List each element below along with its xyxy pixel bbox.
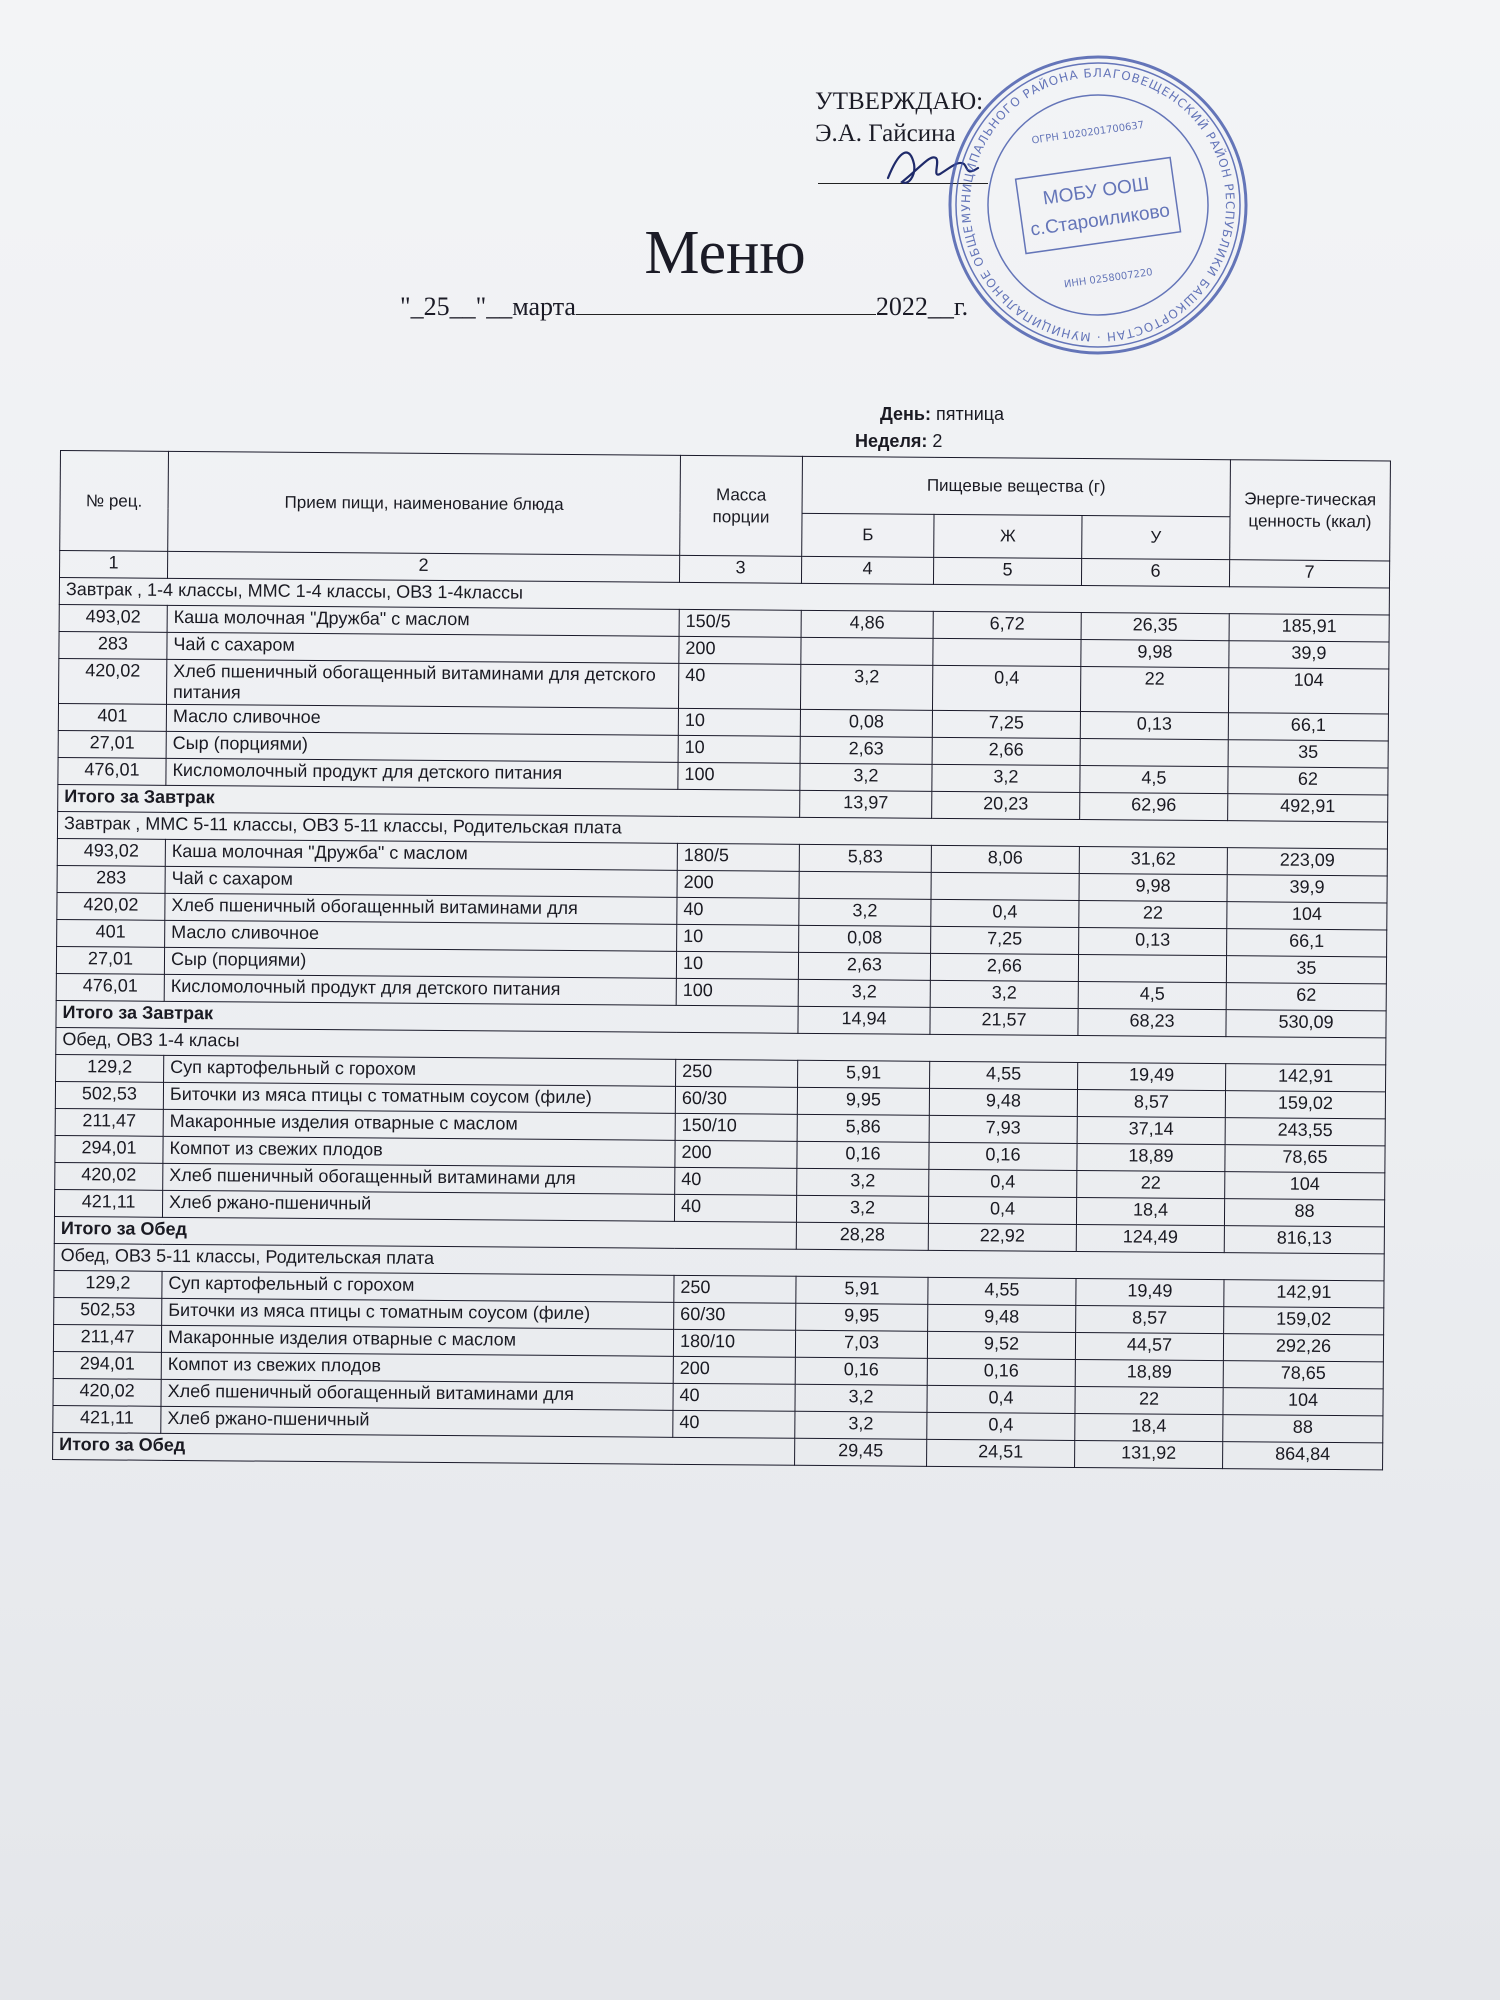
fat-value: 0,4	[932, 665, 1080, 711]
day-info	[880, 404, 1004, 425]
total-energy: 492,91	[1228, 794, 1388, 822]
col-number: 2	[167, 551, 679, 582]
portion-mass: 150/5	[679, 609, 801, 637]
energy-value: 62	[1226, 983, 1386, 1011]
portion-mass: 180/10	[673, 1329, 795, 1357]
stamp-center-line2: с.Староиликово	[1029, 200, 1172, 241]
fat-value: 0,16	[929, 1142, 1077, 1170]
section-title: Завтрак , ММС 5-11 классы, ОВЗ 5-11 классы, Родительская плата	[57, 811, 1387, 848]
dish-name: Хлеб ржано-пшеничный	[161, 1406, 673, 1437]
recipe-number: 420,02	[55, 1162, 163, 1190]
energy-value: 66,1	[1228, 713, 1388, 741]
page-title: Меню	[644, 219, 806, 287]
energy-value: 185,91	[1229, 614, 1389, 642]
date-suffix: __г.	[927, 292, 969, 321]
portion-mass: 200	[677, 870, 799, 898]
stamp-ogrn: ОГРН 1020201700637	[1030, 119, 1145, 147]
header-mass: Масса порции	[680, 455, 803, 556]
total-carb: 131,92	[1075, 1441, 1223, 1469]
menu-table-body	[53, 578, 1390, 1470]
stamp-inn: ИНН 0258007220	[1063, 267, 1154, 291]
energy-value: 104	[1223, 1388, 1383, 1416]
fat-value: 9,48	[929, 1088, 1077, 1116]
fat-value: 0,4	[927, 1385, 1075, 1413]
energy-value: 88	[1223, 1415, 1383, 1443]
total-protein: 29,45	[795, 1438, 927, 1466]
dish-name: Масло сливочное	[166, 704, 678, 735]
energy-value: 223,09	[1227, 848, 1387, 876]
dish-name: Хлеб пшеничный обогащенный витаминами для	[163, 1163, 675, 1194]
protein-value: 3,2	[796, 1195, 928, 1223]
portion-mass: 180/5	[677, 843, 799, 871]
recipe-number: 294,01	[55, 1135, 163, 1163]
recipe-number: 401	[57, 919, 165, 947]
stamp-ring-text: МУНИЦИПАЛЬНОГО РАЙОНА БЛАГОВЕЩЕНСКИЙ РАЙОН РЕСПУБЛИКИ БАШКОРТОСТАН · МУНИЦИПАЛЬНОЕ ОБЩЕОБРАЗОВАТЕЛЬНОЕ	[958, 65, 1238, 345]
fat-value: 4,55	[930, 1061, 1078, 1089]
total-protein: 14,94	[798, 1006, 930, 1034]
fat-value: 0,4	[928, 1196, 1076, 1224]
fat-value: 0,4	[927, 1412, 1075, 1440]
dish-name: Суп картофельный с горохом	[164, 1055, 676, 1086]
header-b: Б	[802, 513, 934, 557]
total-fat: 22,92	[928, 1223, 1076, 1251]
protein-value: 0,16	[795, 1357, 927, 1385]
col-number: 5	[933, 557, 1081, 585]
recipe-number: 493,02	[59, 604, 167, 632]
energy-value: 88	[1224, 1199, 1384, 1227]
portion-mass: 100	[678, 762, 800, 790]
col-number: 1	[59, 551, 167, 579]
col-number: 4	[801, 556, 933, 584]
total-label: Итого за Обед	[54, 1216, 796, 1249]
protein-value: 5,86	[797, 1114, 929, 1142]
fat-value	[931, 872, 1079, 900]
carb-value: 4,5	[1078, 982, 1226, 1010]
carb-value: 0,13	[1080, 712, 1228, 740]
protein-value: 3,2	[798, 979, 930, 1007]
recipe-number: 211,47	[55, 1108, 163, 1136]
dish-name: Биточки из мяса птицы с томатным соусом (филе)	[162, 1298, 674, 1329]
carb-value: 22	[1079, 901, 1227, 929]
energy-value: 243,55	[1225, 1118, 1385, 1146]
fat-value: 2,66	[932, 737, 1080, 765]
protein-value: 0,16	[797, 1141, 929, 1169]
energy-value: 142,91	[1226, 1064, 1386, 1092]
section-title: Завтрак , 1-4 классы, ММС 1-4 классы, ОВЗ 1-4классы	[59, 578, 1389, 615]
protein-value	[801, 637, 933, 665]
week-label: Неделя:	[855, 431, 928, 451]
section-title: Обед, ОВЗ 5-11 классы, Родительская плата	[54, 1243, 1384, 1280]
dish-name: Макаронные изделия отварные с маслом	[161, 1325, 673, 1356]
protein-value: 7,03	[795, 1330, 927, 1358]
protein-value: 3,2	[799, 898, 931, 926]
dish-name: Хлеб пшеничный обогащенный витаминами для	[161, 1379, 673, 1410]
dish-name: Хлеб пшеничный обогащенный витаминами для детского питания	[167, 659, 679, 708]
menu-table	[52, 450, 1391, 1470]
protein-value: 0,08	[800, 709, 932, 737]
recipe-number: 502,53	[54, 1297, 162, 1325]
fat-value: 0,4	[931, 899, 1079, 927]
recipe-number: 476,01	[58, 757, 166, 785]
recipe-number: 476,01	[56, 973, 164, 1001]
portion-mass: 200	[675, 1140, 797, 1168]
portion-mass: 200	[679, 636, 801, 664]
date-line	[400, 292, 968, 322]
dish-name: Хлеб ржано-пшеничный	[162, 1190, 674, 1221]
approval-label: УТВЕРЖДАЮ:	[815, 88, 984, 115]
portion-mass: 40	[673, 1410, 795, 1438]
fat-value: 9,52	[927, 1331, 1075, 1359]
dish-name: Компот из свежих плодов	[163, 1136, 675, 1167]
carb-value: 9,98	[1081, 640, 1229, 668]
dish-name: Хлеб пшеничный обогащенный витаминами для	[165, 893, 677, 924]
portion-mass: 200	[673, 1356, 795, 1384]
carb-value: 0,13	[1079, 928, 1227, 956]
protein-value: 5,91	[798, 1060, 930, 1088]
portion-mass: 250	[674, 1275, 796, 1303]
total-energy: 530,09	[1226, 1010, 1386, 1038]
dish-name: Макаронные изделия отварные с маслом	[163, 1109, 675, 1140]
recipe-number: 421,11	[53, 1405, 161, 1433]
header-rec: № рец.	[60, 451, 169, 552]
total-protein: 13,97	[800, 790, 932, 818]
total-energy: 816,13	[1224, 1226, 1384, 1254]
stamp-center-line1: МОБУ ООШ	[1041, 173, 1151, 210]
fat-value: 0,4	[929, 1169, 1077, 1197]
energy-value: 39,9	[1227, 875, 1387, 903]
date-year: 2022	[875, 292, 928, 321]
total-label: Итого за Завтрак	[56, 1000, 798, 1033]
week-info	[855, 431, 942, 452]
total-carb: 62,96	[1080, 793, 1228, 821]
fat-value: 7,25	[931, 926, 1079, 954]
day-value: пятница	[936, 404, 1005, 424]
energy-value: 292,26	[1223, 1334, 1383, 1362]
dish-name: Каша молочная "Дружба" с маслом	[165, 839, 677, 870]
day-label: День:	[880, 404, 931, 424]
recipe-number: 401	[58, 703, 166, 731]
dish-name: Чай с сахаром	[165, 866, 677, 897]
carb-value	[1080, 739, 1228, 767]
protein-value	[799, 871, 931, 899]
date-underline	[576, 292, 876, 315]
header-u: У	[1082, 516, 1230, 560]
col-number: 6	[1081, 559, 1229, 587]
col-number: 7	[1229, 560, 1389, 588]
energy-value: 66,1	[1227, 929, 1387, 957]
carb-value: 26,35	[1081, 613, 1229, 641]
fat-value: 3,2	[930, 980, 1078, 1008]
dish-name: Масло сливочное	[165, 920, 677, 951]
dish-name: Компот из свежих плодов	[161, 1352, 673, 1383]
recipe-number: 283	[57, 865, 165, 893]
total-fat: 21,57	[930, 1007, 1078, 1035]
carb-value: 18,4	[1075, 1414, 1223, 1442]
recipe-number: 420,02	[57, 892, 165, 920]
fat-value: 2,66	[930, 953, 1078, 981]
total-label: Итого за Завтрак	[58, 784, 800, 817]
protein-value: 5,83	[799, 844, 931, 872]
total-carb: 124,49	[1076, 1225, 1224, 1253]
recipe-number: 421,11	[54, 1189, 162, 1217]
protein-value: 0,08	[799, 925, 931, 953]
carb-value: 18,89	[1075, 1360, 1223, 1388]
carb-value: 9,98	[1079, 874, 1227, 902]
total-fat: 20,23	[932, 791, 1080, 819]
fat-value: 9,48	[928, 1304, 1076, 1332]
recipe-number: 502,53	[55, 1081, 163, 1109]
portion-mass: 10	[678, 708, 800, 736]
energy-value: 142,91	[1224, 1280, 1384, 1308]
fat-value: 0,16	[927, 1358, 1075, 1386]
dish-name: Биточки из мяса птицы с томатным соусом (филе)	[163, 1082, 675, 1113]
protein-value: 3,2	[797, 1168, 929, 1196]
header-dish: Прием пищи, наименование блюда	[168, 451, 681, 555]
fat-value: 6,72	[933, 611, 1081, 639]
carb-value: 44,57	[1075, 1333, 1223, 1361]
dish-name: Кисломолочный продукт для детского питания	[166, 758, 678, 789]
portion-mass: 40	[675, 1167, 797, 1195]
energy-value: 159,02	[1225, 1091, 1385, 1119]
recipe-number: 493,02	[57, 838, 165, 866]
organization-stamp	[938, 50, 1258, 360]
total-carb: 68,23	[1078, 1009, 1226, 1037]
week-value: 2	[932, 431, 943, 451]
recipe-number: 420,02	[53, 1378, 161, 1406]
carb-value: 18,89	[1077, 1144, 1225, 1172]
protein-value: 9,95	[796, 1303, 928, 1331]
energy-value: 104	[1227, 902, 1387, 930]
approver-name: Э.А. Гайсина	[815, 120, 956, 147]
recipe-number: 27,01	[56, 946, 164, 974]
carb-value: 22	[1080, 667, 1228, 713]
protein-value: 5,91	[796, 1276, 928, 1304]
protein-value: 2,63	[800, 736, 932, 764]
energy-value: 35	[1228, 740, 1388, 768]
total-label: Итого за Обед	[53, 1432, 795, 1465]
carb-value: 22	[1077, 1171, 1225, 1199]
carb-value: 37,14	[1077, 1117, 1225, 1145]
portion-mass: 40	[678, 663, 800, 709]
carb-value: 8,57	[1077, 1090, 1225, 1118]
energy-value: 104	[1225, 1172, 1385, 1200]
recipe-number: 211,47	[53, 1324, 161, 1352]
protein-value: 4,86	[801, 610, 933, 638]
recipe-number: 283	[59, 631, 167, 659]
energy-value: 78,65	[1225, 1145, 1385, 1173]
energy-value: 159,02	[1224, 1307, 1384, 1335]
portion-mass: 60/30	[674, 1302, 796, 1330]
recipe-number: 294,01	[53, 1351, 161, 1379]
carb-value: 8,57	[1076, 1306, 1224, 1334]
portion-mass: 10	[677, 924, 799, 952]
date-day-month: "_25__"__марта	[400, 292, 576, 321]
dish-name: Сыр (порциями)	[164, 947, 676, 978]
carb-value: 18,4	[1076, 1198, 1224, 1226]
header-nutrients: Пищевые вещества (г)	[802, 456, 1230, 516]
fat-value	[933, 638, 1081, 666]
protein-value: 3,2	[795, 1384, 927, 1412]
dish-name: Чай с сахаром	[167, 632, 679, 663]
carb-value: 31,62	[1079, 847, 1227, 875]
header-zh: Ж	[934, 514, 1082, 558]
portion-mass: 10	[676, 951, 798, 979]
portion-mass: 40	[673, 1383, 795, 1411]
portion-mass: 150/10	[675, 1113, 797, 1141]
energy-value: 35	[1226, 956, 1386, 984]
energy-value: 78,65	[1223, 1361, 1383, 1389]
recipe-number: 27,01	[58, 730, 166, 758]
section-title: Обед, ОВЗ 1-4 класы	[56, 1027, 1386, 1064]
carb-value	[1078, 955, 1226, 983]
energy-value: 104	[1228, 668, 1388, 714]
fat-value: 4,55	[928, 1277, 1076, 1305]
total-fat: 24,51	[927, 1439, 1075, 1467]
energy-value: 39,9	[1229, 641, 1389, 669]
protein-value: 3,2	[795, 1411, 927, 1439]
col-number: 3	[679, 555, 801, 583]
portion-mass: 100	[676, 978, 798, 1006]
recipe-number: 420,02	[59, 658, 167, 704]
header-energy: Энерге-тическая ценность (ккал)	[1230, 460, 1391, 561]
fat-value: 8,06	[931, 845, 1079, 873]
dish-name: Сыр (порциями)	[166, 731, 678, 762]
recipe-number: 129,2	[56, 1054, 164, 1082]
fat-value: 7,25	[932, 710, 1080, 738]
total-protein: 28,28	[796, 1222, 928, 1250]
protein-value: 3,2	[800, 664, 932, 710]
protein-value: 2,63	[798, 952, 930, 980]
carb-value: 4,5	[1080, 766, 1228, 794]
protein-value: 3,2	[800, 763, 932, 791]
fat-value: 3,2	[932, 764, 1080, 792]
portion-mass: 250	[676, 1059, 798, 1087]
portion-mass: 40	[677, 897, 799, 925]
dish-name: Суп картофельный с горохом	[162, 1271, 674, 1302]
protein-value: 9,95	[797, 1087, 929, 1115]
total-energy: 864,84	[1223, 1442, 1383, 1470]
carb-value: 19,49	[1076, 1279, 1224, 1307]
dish-name: Кисломолочный продукт для детского питания	[164, 974, 676, 1005]
fat-value: 7,93	[929, 1115, 1077, 1143]
portion-mass: 10	[678, 735, 800, 763]
carb-value: 19,49	[1078, 1063, 1226, 1091]
portion-mass: 60/30	[675, 1086, 797, 1114]
table-header-row	[60, 451, 1390, 518]
carb-value: 22	[1075, 1387, 1223, 1415]
dish-name: Каша молочная "Дружба" с маслом	[167, 605, 679, 636]
portion-mass: 40	[674, 1194, 796, 1222]
recipe-number: 129,2	[54, 1270, 162, 1298]
energy-value: 62	[1228, 767, 1388, 795]
